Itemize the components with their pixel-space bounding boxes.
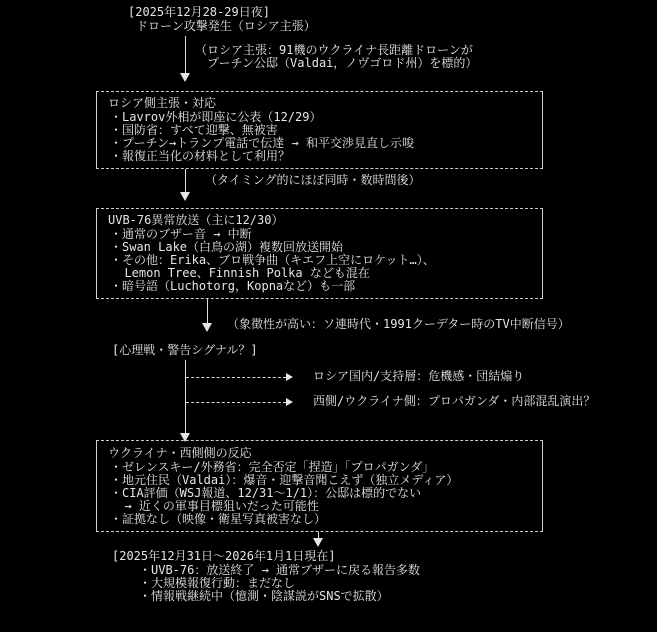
arrow-right-1 bbox=[286, 373, 293, 381]
ukraine-box-title: ウクライナ・西側側の反応 bbox=[108, 446, 252, 460]
arrow-down-3 bbox=[202, 323, 212, 332]
header-event: ドローン攻撃発生（ロシア主張） bbox=[136, 19, 316, 33]
arrow-right-2 bbox=[286, 398, 293, 406]
connector-1 bbox=[185, 36, 186, 73]
connector-4 bbox=[185, 360, 186, 433]
uvb76-box bbox=[96, 208, 543, 299]
connector-2 bbox=[185, 169, 186, 192]
branch-1-label: ロシア国内/支持層：危機感・団結煽り bbox=[313, 369, 525, 383]
russia-item: ・Lavrov外相が即座に公表（12/29） bbox=[110, 110, 322, 124]
ukraine-item: ・証拠なし（映像・衛星写真被害なし） bbox=[110, 512, 327, 526]
ukraine-item: ・地元住民（Valdai）：爆音・迎撃音聞こえず（独立メディア） bbox=[110, 473, 459, 487]
russia-item: ・報復正当化の材料として利用？ bbox=[110, 149, 291, 163]
ukraine-item: → 近くの軍事目標狙いだった可能性 bbox=[110, 499, 319, 513]
ukraine-item: ・CIA評価（WSJ報道、12/31〜1/1）：公邸は標的でない bbox=[110, 486, 422, 500]
psy-title: [心理戦・警告シグナル？] bbox=[112, 343, 258, 357]
note-1-line1: （ロシア主張：91機のウクライナ長距離ドローンが bbox=[195, 43, 473, 57]
uvb-item: ・その他：Erika、ブロ戦争曲（キエフ上空にロケット…）、 bbox=[110, 253, 435, 267]
ukraine-item: ・ゼレンスキー/外務省：完全否定「捏造」「プロパガンダ」 bbox=[110, 460, 435, 474]
russia-box-title: ロシア側主張・対応 bbox=[108, 96, 217, 110]
status-item: ・情報戦継続中（憶測・陰謀説がSNSで拡散） bbox=[139, 589, 389, 603]
connector-3 bbox=[207, 299, 208, 323]
branch-2-label: 西側/ウクライナ側：プロパガンダ・内部混乱演出？ bbox=[313, 394, 596, 408]
status-item: ・大規模報復行動：まだなし bbox=[139, 576, 296, 590]
arrow-down-1 bbox=[180, 73, 190, 82]
uvb-box-title: UVB-76異常放送（主に12/30） bbox=[108, 213, 284, 227]
note-3: （象徴性が高い：ソ連時代・1991クーデター時のTV中断信号） bbox=[227, 317, 570, 331]
header-date: [2025年12月28-29日夜] bbox=[128, 5, 270, 19]
uvb-item: ・Swan Lake（白鳥の湖）複数回放送開始 bbox=[110, 240, 344, 254]
russia-response-box bbox=[96, 91, 543, 169]
status-item: ・UVB-76：放送終了 → 通常ブザーに戻る報告多数 bbox=[139, 563, 421, 577]
ukraine-west-box bbox=[96, 440, 543, 532]
branch-2-line bbox=[186, 402, 286, 403]
arrow-down-5 bbox=[313, 538, 323, 547]
russia-item: ・プーチン→トランプ電話で伝達 → 和平交渉見直し示唆 bbox=[110, 136, 414, 150]
uvb-item: Lemon Tree、Finnish Polka なども混在 bbox=[110, 266, 370, 280]
russia-item: ・国防省：すべて迎撃、無被害 bbox=[110, 123, 278, 137]
note-1-line2: プーチン公邸（Valdai，ノヴゴロド州）を標的） bbox=[207, 56, 478, 70]
uvb-item: ・通常のブザー音 → 中断 bbox=[110, 227, 252, 241]
note-2: （タイミング的にほぼ同時・数時間後） bbox=[205, 173, 421, 187]
status-title: [2025年12月31日〜2026年1月1日現在] bbox=[112, 549, 336, 563]
uvb-item: ・暗号語（Luchotorg，Kopnaなど）も一部 bbox=[110, 279, 356, 293]
branch-1-line bbox=[186, 377, 286, 378]
arrow-down-2 bbox=[180, 192, 190, 201]
